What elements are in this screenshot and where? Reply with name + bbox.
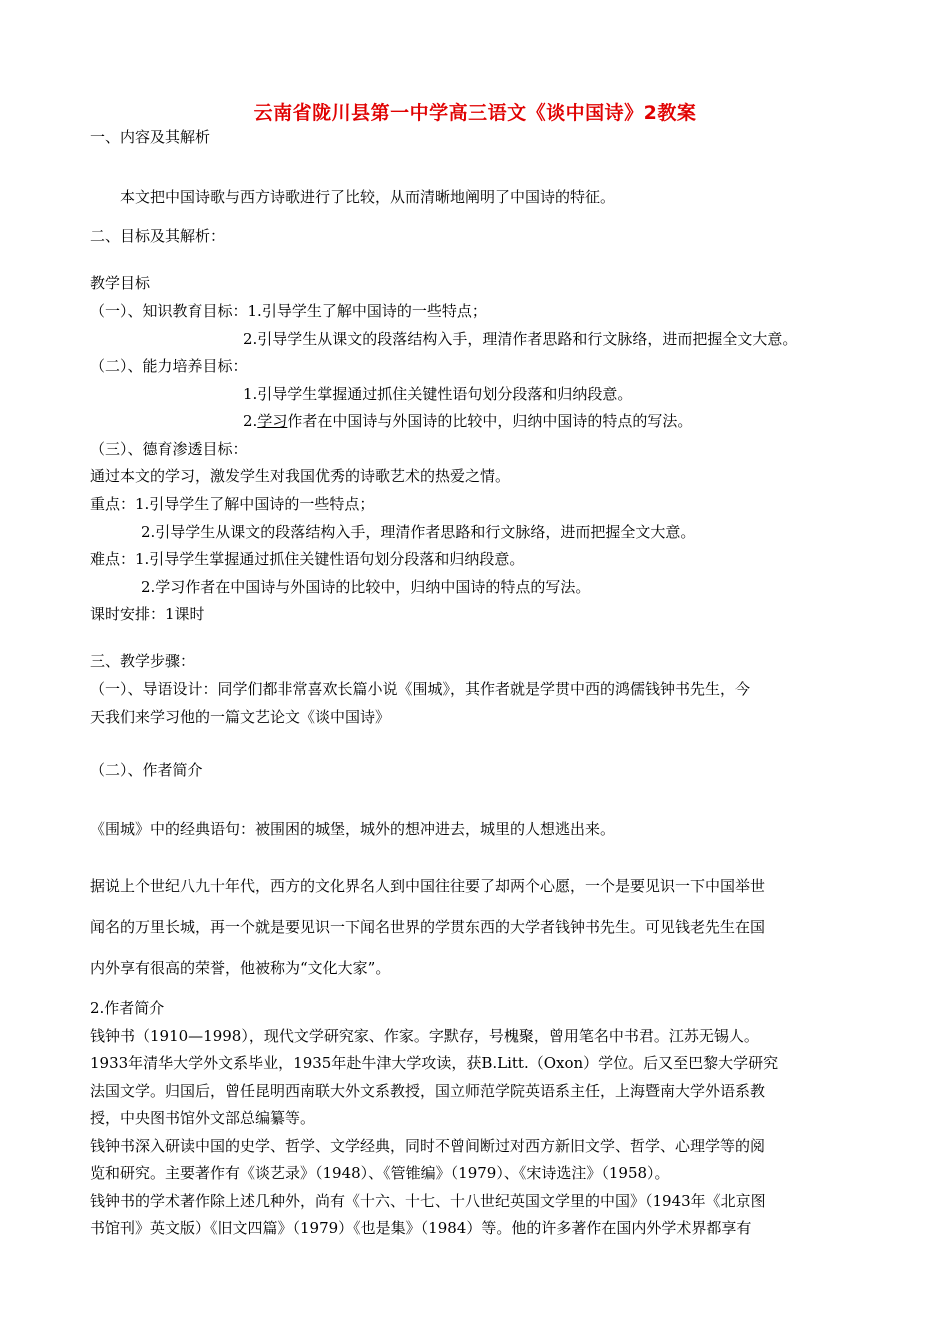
- difficulty-1: 难点：1.引导学生掌握通过抓住关键性语句划分段落和归纳段意。: [90, 550, 525, 568]
- goal1-item1: 1.引导学生了解中国诗的一些特点；: [247, 302, 487, 320]
- bio-line7: 钱钟书的学术著作除上述几种外，尚有《十六、十七、十八世纪英国文学里的中国》（1943年《北京图: [90, 1192, 766, 1210]
- goal2-label: （二）、能力培养目标：: [90, 357, 248, 375]
- bio-line1: 钱钟书（1910—1998），现代文学研究家、作家。字默存，号槐聚，曾用笔名中书君。江苏无锡人。: [90, 1027, 759, 1045]
- bio-line3: 法国文学。归国后，曾任昆明西南联大外文系教授，国立师范学院英语系主任，上海暨南大学外语系教: [90, 1082, 766, 1100]
- story-line3: 内外享有很高的荣誉，他被称为“文化大家”。: [90, 959, 391, 977]
- bio-heading: 2.作者简介: [90, 999, 165, 1017]
- document-title: 云南省陇川县第一中学高三语文《谈中国诗》2教案: [253, 102, 697, 124]
- bio-line6: 览和研究。主要著作有《谈艺录》（1948）、《管锥编》（1979）、《宋诗选注》（1958）。: [90, 1164, 670, 1182]
- bio-line4: 授，中央图书馆外文部总编纂等。: [90, 1109, 316, 1127]
- step2-heading: （二）、作者简介: [90, 761, 203, 779]
- goal1-item2: 2.引导学生从课文的段落结构入手，理清作者思路和行文脉络，进而把握全文大意。: [243, 330, 798, 348]
- goal3-label: （三）、德育渗透目标：: [90, 440, 248, 458]
- section1-text: 本文把中国诗歌与西方诗歌进行了比较，从而清晰地阐明了中国诗的特征。: [120, 188, 616, 206]
- section1-heading: 一、内容及其解析: [90, 128, 211, 146]
- bio-line5: 钱钟书深入研读中国的史学、哲学、文学经典，同时不曾间断过对西方新旧文学、哲学、心理学等的阅: [90, 1137, 766, 1155]
- goal2-item2-underlined: 学习: [257, 412, 288, 430]
- goals-heading: 教学目标: [90, 274, 151, 292]
- key-point-1: 重点：1.引导学生了解中国诗的一些特点；: [90, 495, 375, 513]
- bio-line8: 书馆刊》英文版）《旧文四篇》（1979）《也是集》（1984）等。他的许多著作在国内外学术界都享有: [90, 1219, 752, 1237]
- goal2-item1: 1.引导学生掌握通过抓住关键性语句划分段落和归纳段意。: [243, 385, 633, 403]
- story-line1: 据说上个世纪八九十年代，西方的文化界名人到中国往往要了却两个心愿，一个是要见识一下中国举世: [90, 877, 766, 895]
- goal2-item2: [243, 411, 692, 431]
- difficulty-2: 2.学习作者在中国诗与外国诗的比较中，归纳中国诗的特点的写法。: [141, 578, 591, 596]
- goal1-label: [90, 301, 487, 321]
- step1-line1: （一）、导语设计：同学们都非常喜欢长篇小说《围城》，其作者就是学贯中西的鸿儒钱钟书先生，今: [90, 680, 751, 698]
- bio-line2: 1933年清华大学外文系毕业，1935年赴牛津大学攻读，获B.Litt.（Oxon）学位。后又至巴黎大学研究: [90, 1054, 779, 1072]
- story-line2: 闻名的万里长城，再一个就是要见识一下闻名世界的学贯东西的大学者钱钟书先生。可见钱老先生在国: [90, 918, 766, 936]
- schedule: 课时安排：1课时: [90, 605, 205, 623]
- quote: 《围城》中的经典语句：被围困的城堡，城外的想冲进去，城里的人想逃出来。: [90, 820, 616, 838]
- section2-heading: 二、目标及其解析：: [90, 227, 226, 245]
- goal1-label-text: （一）、知识教育目标：: [90, 302, 248, 320]
- step1-line2: 天我们来学习他的一篇文艺论文《谈中国诗》: [90, 708, 391, 726]
- section3-heading: 三、教学步骤：: [90, 652, 196, 670]
- goal2-item2-prefix: 2.: [243, 412, 258, 430]
- goal3-text: 通过本文的学习，激发学生对我国优秀的诗歌艺术的热爱之情。: [90, 467, 511, 485]
- goal2-item2-rest: 作者在中国诗与外国诗的比较中，归纳中国诗的特点的写法。: [287, 412, 693, 430]
- key-point-2: 2.引导学生从课文的段落结构入手，理清作者思路和行文脉络，进而把握全文大意。: [141, 523, 696, 541]
